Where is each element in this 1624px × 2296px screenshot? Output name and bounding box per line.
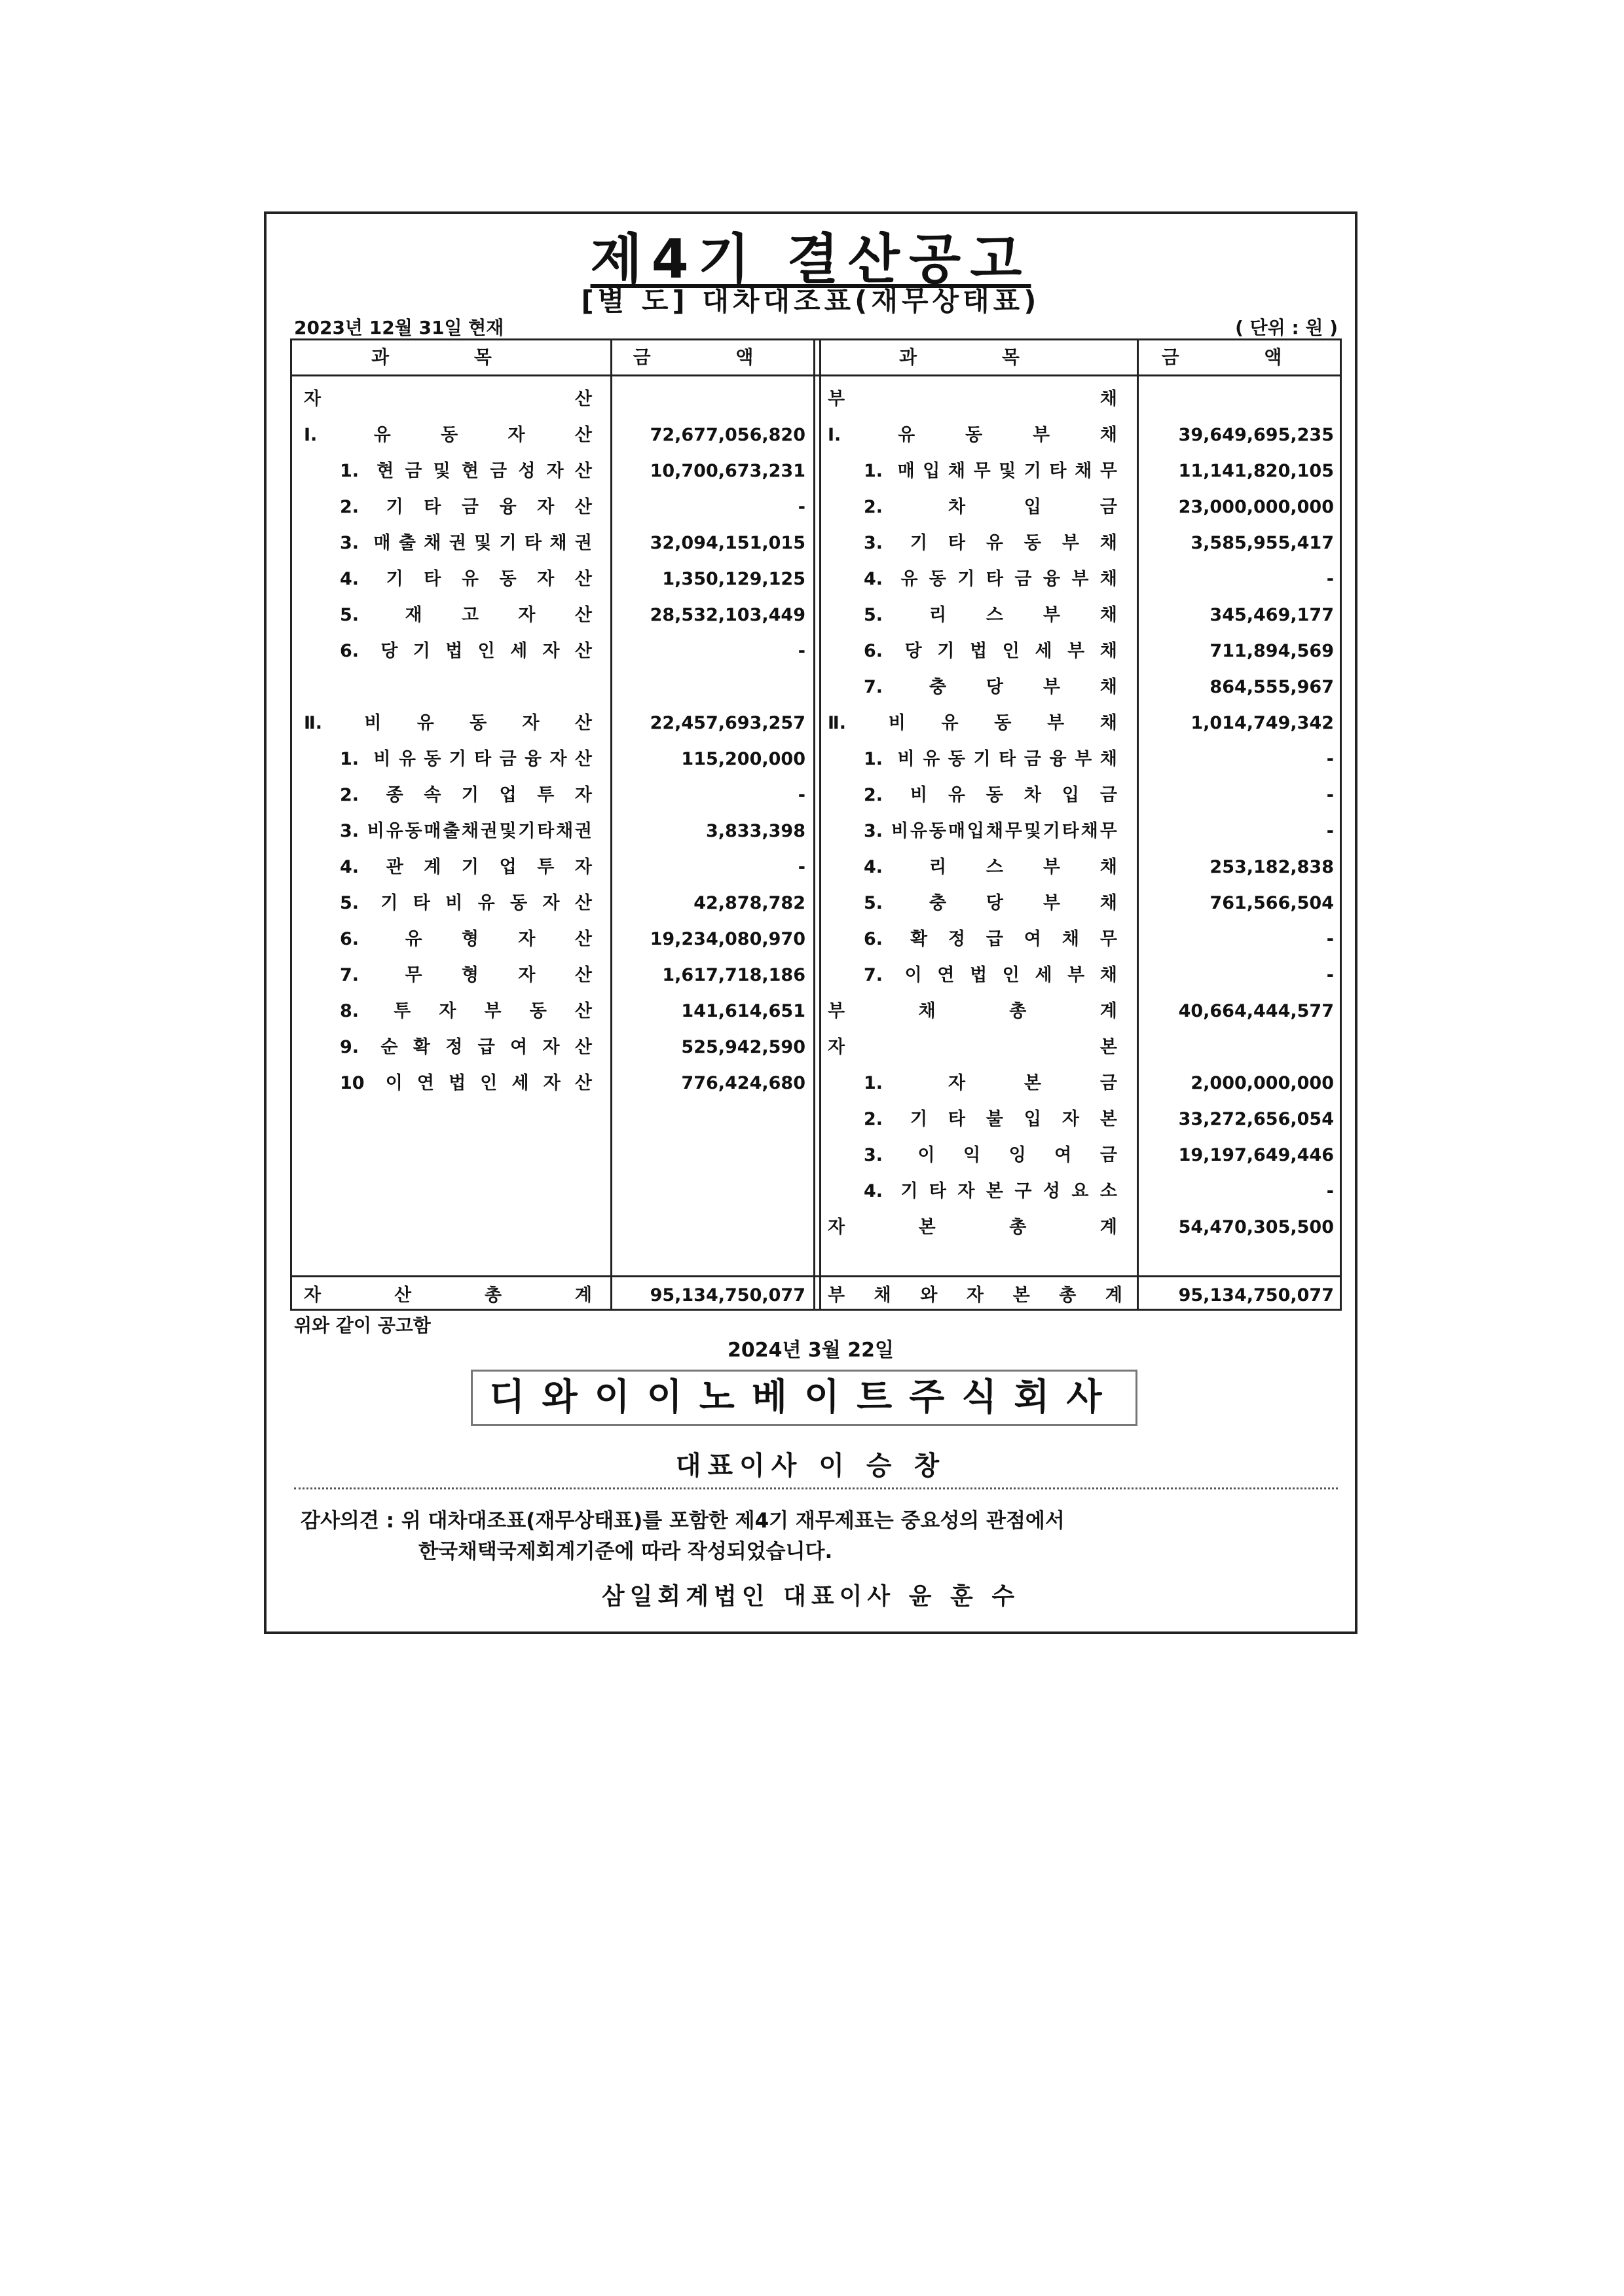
item-number: 2. <box>864 497 883 517</box>
liability-label: 7. 이 연 법 인 세 부 채 <box>864 957 1117 993</box>
item-number: Ⅱ. <box>304 713 323 733</box>
item-number: 9. <box>340 1037 360 1057</box>
liability-amount: 39,649,695,235 <box>1178 425 1334 445</box>
asset-amount: 3,833,398 <box>705 821 805 841</box>
liability-row <box>292 813 1344 849</box>
balance-sheet-table <box>290 338 1342 1311</box>
asset-label: 9. 순 확 정 급 여 자 산 <box>340 1029 592 1065</box>
liability-label: 7. 충 당 부 채 <box>864 669 1117 705</box>
statement-subtitle: [별 도] 대차대조표(재무상태표) <box>581 285 1041 317</box>
as-of-date: 2023년 12월 31일 현재 <box>294 317 504 338</box>
asset-amount: - <box>798 497 805 517</box>
header-liab-amount: 금 액 <box>1161 346 1321 368</box>
asset-label: 3. 매 출 채 권 및 기 타 채 권 <box>340 525 592 561</box>
asset-label: 6. 당 기 법 인 세 자 산 <box>340 633 592 669</box>
asset-amount: - <box>798 857 805 877</box>
item-number: Ⅱ. <box>828 713 847 733</box>
liability-label: 3. 비 유 동 매 입 채 무 및 기 타 채 무 <box>864 813 1117 849</box>
liability-row <box>292 1101 1344 1137</box>
asset-amount: 42,878,782 <box>693 893 805 913</box>
item-number: 4. <box>864 1181 883 1201</box>
header-assets-amount: 금 액 <box>633 346 793 368</box>
liability-amount: 11,141,820,105 <box>1178 461 1334 481</box>
total-assets-label: 자 산 총 계 <box>304 1285 592 1305</box>
total-liab-equity-row <box>821 1277 1137 1313</box>
notice-title: 제4기 결산공고 <box>590 228 1031 291</box>
notice-frame <box>264 211 1357 1634</box>
liability-row <box>292 741 1344 777</box>
liability-amount: 19,197,649,446 <box>1178 1145 1334 1165</box>
liability-amount: 2,000,000,000 <box>1190 1073 1334 1093</box>
liability-label: 5. 리 스 부 채 <box>864 597 1117 633</box>
liability-amount: 864,555,967 <box>1209 677 1334 697</box>
item-number: 3. <box>864 821 883 841</box>
liability-amount: 33,272,656,054 <box>1178 1109 1334 1129</box>
item-number: 1. <box>340 461 360 481</box>
liability-row <box>292 849 1344 885</box>
total-assets-row <box>292 1277 610 1313</box>
item-number: 2. <box>864 1109 883 1129</box>
item-number: 6. <box>340 929 360 949</box>
liability-row <box>292 957 1344 993</box>
liability-row <box>292 633 1344 669</box>
asset-amount: 525,942,590 <box>681 1037 805 1057</box>
liability-label: Ⅰ. 유 동 부 채 <box>828 417 1117 453</box>
asset-label: 2. 종 속 기 업 투 자 <box>340 777 592 813</box>
currency-unit: ( 단위 : 원 ) <box>1235 317 1338 338</box>
item-number: 3. <box>340 533 360 553</box>
asset-amount: 10,700,673,231 <box>650 461 805 481</box>
auditor-signature: 삼일회계법인 대표이사 윤 훈 수 <box>601 1583 1020 1610</box>
item-number: 7. <box>864 677 883 697</box>
liability-row <box>292 777 1344 813</box>
asset-label: 8. 투 자 부 동 산 <box>340 993 592 1029</box>
asset-amount: 1,350,129,125 <box>662 569 805 589</box>
asset-label: 1. 현 금 및 현 금 성 자 산 <box>340 453 592 489</box>
liability-label: Ⅱ. 비 유 동 부 채 <box>828 705 1117 741</box>
audit-opinion-line2: 한국채택국제회계기준에 따라 작성되었습니다. <box>418 1540 833 1563</box>
item-number: 4. <box>864 857 883 877</box>
liability-label: 자 본 <box>828 1037 1117 1057</box>
item-number: Ⅰ. <box>304 425 318 445</box>
liability-amount <box>1139 381 1334 417</box>
total-assets-amount: 95,134,750,077 <box>650 1285 805 1305</box>
liability-label: 6. 당 기 법 인 세 부 채 <box>864 633 1117 669</box>
liability-amount <box>1139 1029 1334 1065</box>
item-number: Ⅰ. <box>828 425 841 445</box>
liability-row <box>292 1065 1344 1101</box>
header-divider <box>292 374 1340 376</box>
publication-date: 2024년 3월 22일 <box>728 1339 894 1362</box>
item-number: 5. <box>864 893 883 913</box>
total-liab-equity-amount: 95,134,750,077 <box>1178 1285 1334 1305</box>
liability-row <box>292 597 1344 633</box>
liability-row <box>292 417 1344 453</box>
liability-row <box>292 1209 1344 1245</box>
liability-amount: 1,014,749,342 <box>1190 713 1334 733</box>
asset-label: Ⅱ. 비 유 동 자 산 <box>304 705 592 741</box>
total-assets-amount-cell <box>612 1277 813 1313</box>
liability-row <box>292 921 1344 957</box>
company-name: 디와이이노베이트주식회사 <box>471 1370 1137 1426</box>
item-number: 6. <box>864 641 883 661</box>
liability-amount: - <box>1326 1181 1334 1201</box>
item-number: 6. <box>864 929 883 949</box>
liability-amount: - <box>1326 785 1334 805</box>
liability-amount: - <box>1326 569 1334 589</box>
liability-label: 1. 비 유 동 기 타 금 융 부 채 <box>864 741 1117 777</box>
item-number: 4. <box>864 569 883 589</box>
announcement-note: 위와 같이 공고함 <box>294 1315 431 1336</box>
item-number: 10 <box>340 1073 365 1093</box>
liability-amount: 711,894,569 <box>1209 641 1334 661</box>
liability-amount: 54,470,305,500 <box>1178 1217 1334 1237</box>
liability-label: 1. 자 본 금 <box>864 1065 1117 1101</box>
asset-amount: 141,614,651 <box>681 1001 805 1021</box>
asset-label: 3. 비 유 동 매 출 채 권 및 기 타 채 권 <box>340 813 592 849</box>
asset-amount: 19,234,080,970 <box>650 929 805 949</box>
liability-label: 6. 확 정 급 여 채 무 <box>864 921 1117 957</box>
asset-label: 1. 비 유 동 기 타 금 융 자 산 <box>340 741 592 777</box>
item-number: 2. <box>340 785 360 805</box>
item-number: 1. <box>864 461 883 481</box>
liability-row <box>292 561 1344 597</box>
liability-label: 4. 유 동 기 타 금 융 부 채 <box>864 561 1117 597</box>
liability-label: 2. 차 입 금 <box>864 489 1117 525</box>
item-number: 1. <box>864 749 883 769</box>
liability-amount: - <box>1326 749 1334 769</box>
item-number: 3. <box>864 1145 883 1165</box>
liability-amount: - <box>1326 821 1334 841</box>
item-number: 7. <box>340 965 360 985</box>
ceo-name: 대표이사 이 승 창 <box>675 1451 946 1481</box>
liability-row <box>292 1029 1344 1065</box>
asset-label: 5. 기 타 비 유 동 자 산 <box>340 885 592 921</box>
asset-amount: 1,617,718,186 <box>662 965 805 985</box>
asset-label: 2. 기 타 금 융 자 산 <box>340 489 592 525</box>
liability-row <box>292 885 1344 921</box>
asset-amount: 22,457,693,257 <box>650 713 805 733</box>
total-liab-equity-label: 부 채 와 자 본 총 계 <box>828 1285 1122 1305</box>
liability-row <box>292 381 1344 417</box>
liability-row <box>292 453 1344 489</box>
liability-label: 4. 리 스 부 채 <box>864 849 1117 885</box>
liability-label: 3. 기 타 유 동 부 채 <box>864 525 1117 561</box>
asset-amount: 72,677,056,820 <box>650 425 805 445</box>
asset-label: 5. 재 고 자 산 <box>340 597 592 633</box>
item-number: 6. <box>340 641 360 661</box>
asset-amount: - <box>798 785 805 805</box>
liability-label: 부 채 <box>828 389 1117 409</box>
total-liab-equity-amount-cell <box>1139 1277 1344 1313</box>
liability-row <box>292 1173 1344 1209</box>
asset-amount: - <box>798 641 805 661</box>
liability-label: 3. 이 익 잉 여 금 <box>864 1137 1117 1173</box>
item-number: 1. <box>864 1073 883 1093</box>
header-liab-subject: 과 목 <box>899 346 1059 368</box>
asset-label: 7. 무 형 자 산 <box>340 957 592 993</box>
liability-amount: 23,000,000,000 <box>1178 497 1334 517</box>
liability-label: 2. 비 유 동 차 입 금 <box>864 777 1117 813</box>
liability-row <box>292 705 1344 741</box>
asset-amount: 28,532,103,449 <box>650 605 805 625</box>
asset-amount: 776,424,680 <box>681 1073 805 1093</box>
liability-amount: - <box>1326 965 1334 985</box>
liability-row <box>292 489 1344 525</box>
item-number: 2. <box>864 785 883 805</box>
liability-label: 5. 충 당 부 채 <box>864 885 1117 921</box>
liability-amount: - <box>1326 929 1334 949</box>
asset-label: 10 이 연 법 인 세 자 산 <box>340 1065 592 1101</box>
liability-amount: 761,566,504 <box>1209 893 1334 913</box>
asset-label: 6. 유 형 자 산 <box>340 921 592 957</box>
item-number: 8. <box>340 1001 360 1021</box>
liability-label: 4. 기 타 자 본 구 성 요 소 <box>864 1173 1117 1209</box>
item-number: 5. <box>340 893 360 913</box>
header-assets-subject: 과 목 <box>371 346 531 368</box>
item-number: 4. <box>340 857 360 877</box>
item-number: 3. <box>340 821 360 841</box>
liability-amount: 345,469,177 <box>1209 605 1334 625</box>
liability-label: 1. 매 입 채 무 및 기 타 채 무 <box>864 453 1117 489</box>
item-number: 1. <box>340 749 360 769</box>
liability-amount: 253,182,838 <box>1209 857 1334 877</box>
liability-label: 자 본 총 계 <box>828 1217 1117 1237</box>
item-number: 2. <box>340 497 360 517</box>
liability-row <box>292 669 1344 705</box>
asset-amount: 32,094,151,015 <box>650 533 805 553</box>
item-number: 7. <box>864 965 883 985</box>
item-number: 5. <box>340 605 360 625</box>
asset-amount: 115,200,000 <box>681 749 805 769</box>
asset-label: Ⅰ. 유 동 자 산 <box>304 417 592 453</box>
liability-row <box>292 993 1344 1029</box>
liability-row <box>292 525 1344 561</box>
liability-amount: 40,664,444,577 <box>1178 1001 1334 1021</box>
asset-label: 자 산 <box>304 389 592 409</box>
dotted-separator <box>294 1487 1338 1489</box>
item-number: 3. <box>864 533 883 553</box>
item-number: 5. <box>864 605 883 625</box>
item-number: 4. <box>340 569 360 589</box>
audit-opinion-line1: 감사의견 : 위 대차대조표(재무상태표)를 포함한 제4기 재무제표는 중요성의 관점에서 <box>301 1509 1065 1533</box>
asset-label: 4. 기 타 유 동 자 산 <box>340 561 592 597</box>
asset-label: 4. 관 계 기 업 투 자 <box>340 849 592 885</box>
liability-row <box>292 1137 1344 1173</box>
liability-label: 2. 기 타 불 입 자 본 <box>864 1101 1117 1137</box>
liability-label: 부 채 총 계 <box>828 1001 1117 1021</box>
liability-amount: 3,585,955,417 <box>1190 533 1334 553</box>
